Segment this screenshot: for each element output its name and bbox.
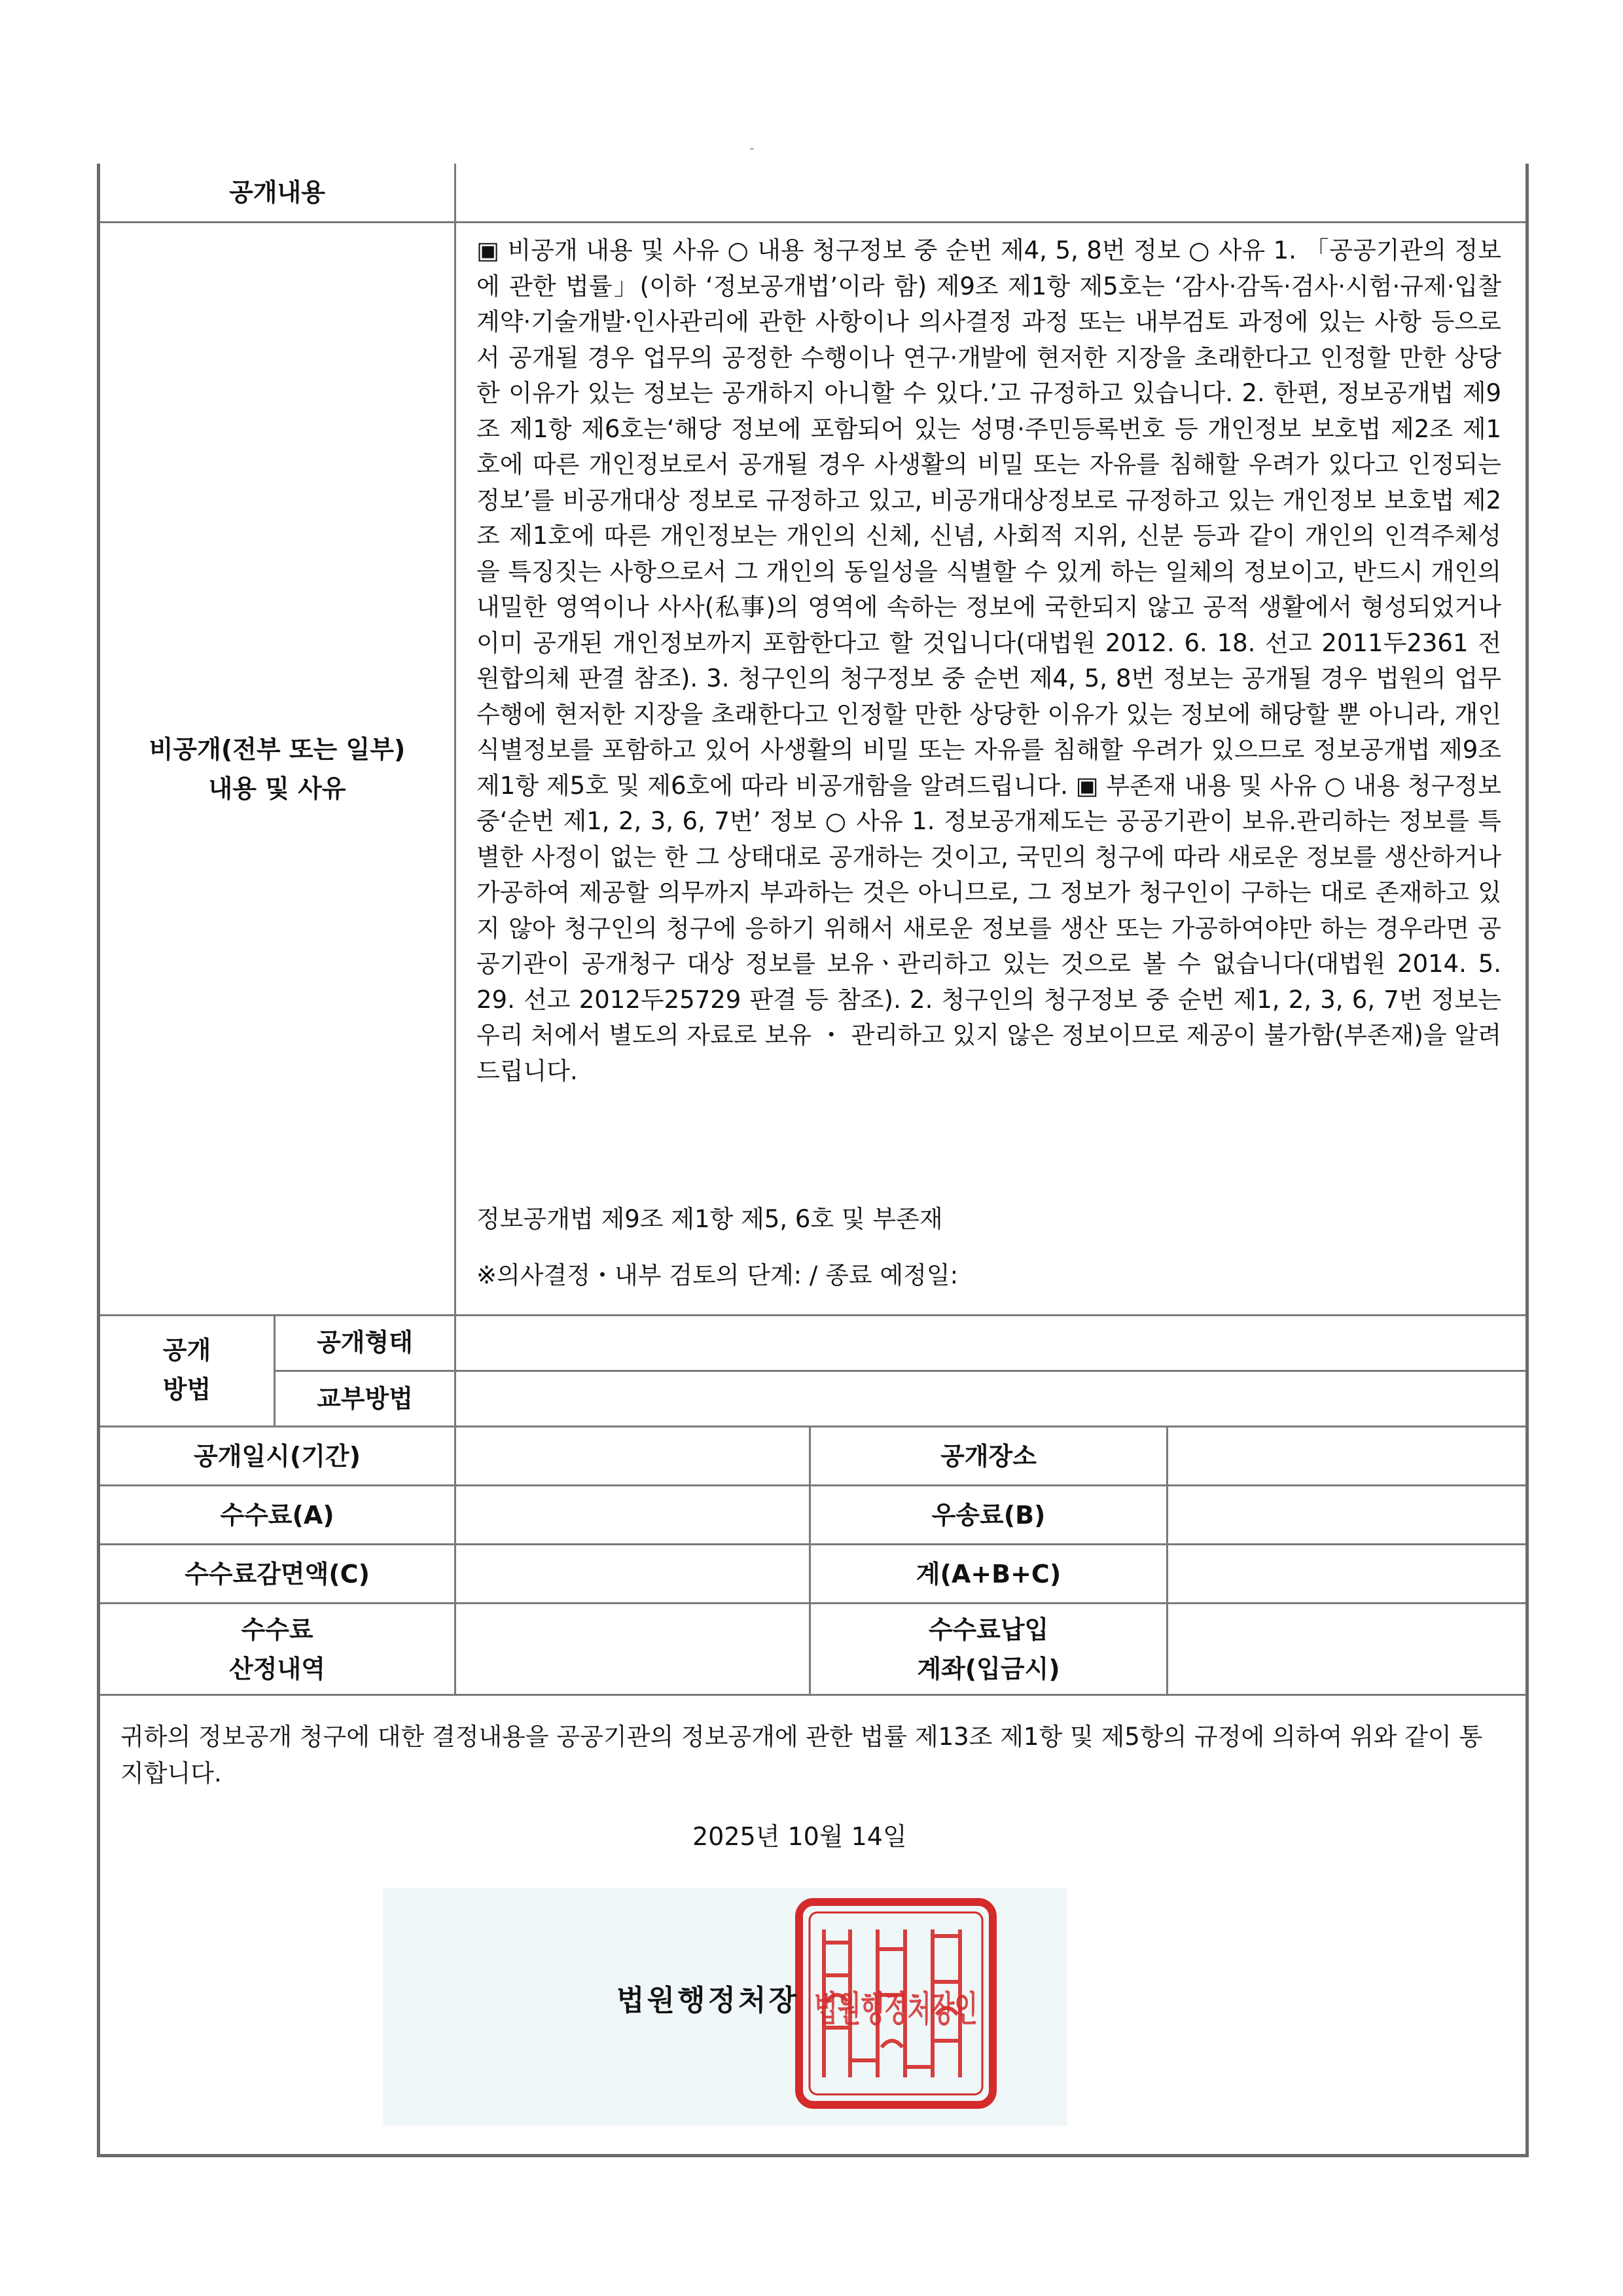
delivery-method-label: 교부방법 [317, 1384, 413, 1413]
nondisclosure-label-line2: 내용 및 사유 [208, 774, 346, 803]
total-label: 계(A+B+C) [916, 1559, 1061, 1588]
content-label: 공개내용 [229, 178, 325, 207]
nondisclosure-label [100, 223, 454, 1314]
fee-reduction-label: 수수료감면액(C) [185, 1559, 370, 1588]
top-mark [750, 148, 754, 150]
disclosure-form-label: 공개형태 [317, 1327, 413, 1357]
col-divider [1166, 1426, 1168, 1694]
nondisclosure-label-line1: 비공개(전부 또는 일부) [149, 734, 406, 764]
payment-account-label: 수수료납입 계좌(입금시) [917, 1615, 1060, 1683]
notice-date: 2025년 10월 14일 [692, 1822, 907, 1851]
postage-label: 우송료(B) [931, 1500, 1046, 1530]
col-divider [454, 164, 456, 1694]
place-label: 공개장소 [940, 1441, 1037, 1471]
notification-text: 귀하의 정보공개 청구에 대한 결정내용을 공공기관의 정보공개에 관한 법률 제13조 제1항 및 제5항의 규정에 의하여 위와 같이 통지합니다. [120, 1723, 1483, 1787]
svg-text:법원행정처장인: 법원행정처장인 [814, 1988, 978, 2030]
nondisclosure-reason-text: ▣ 비공개 내용 및 사유 ○ 내용 청구정보 중 순번 제4, 5, 8번 정보 ○ 사유 1. 「공공기관의 정보에 관한 법률」(이하 ‘정보공개법’이라 함) 제9조 제1항 제5호는 ‘감사·감독·검사·시험·규제·입찰계약·기술개발·인사관리에 관한 사항이나 의사결정 과정 또는 내부검토 과정에 있는 사항 등으로서 공개될 경우 업무의 공정한 수행이나 연구·개발에 현저한 지장을 초래한다고 인정할 만한 상당한 이유가 있는 정보는 공개하지 아니할 수 있다.’고 규정하고 있습니다. 2. 한편, 정보공개법 제9조 제1항 제6호는‘해당 정보에 포함되어 있는 성명·주민등록번호 등 개인정보 보호법 제2조 제1호에 따른 개인정보로서 공개될 경우 사생활의 비밀 또는 자유를 침해할 우려가 있다고 인정되는 정보’를 비공개대상 정보로 규정하고 있고, 비공개대상정보로 규정하고 있는 개인정보 보호법 제2조 제1호에 따른 개인정보는 개인의 신체, 신념, 사회적 지위, 신분 등과 같이 개인의 인격주체성을 특징짓는 사항으로서 그 개인의 동일성을 식별할 수 있게 하는 일체의 정보이고, 반드시 개인의 내밀한 영역이나 사사(私事)의 영역에 속하는 정보에 국한되지 않고 공적 생활에서 형성되었거나 이미 공개된 개인정보까지 포함한다고 할 것입니다(대법원 2012. 6. 18. 선고 2011두2361 전원합의체 판결 참조). 3. 청구인의 청구정보 중 순번 제4, 5, 8번 정보는 공개될 경우 법원의 업무수행에 현저한 지장을 초래한다고 인정할 만한 상당한 이유가 있는 정보에 해당할 뿐 아니라, 개인식별정보를 포함하고 있어 사생활의 비밀 또는 자유를 침해할 우려가 있으므로 정보공개법 제9조 제1항 제5호 및 제6호에 따라 비공개함을 알려드립니다. ▣ 부존재 내용 및 사유 ○ 내용 청구정보 중‘순번 제1, 2, 3, 6, 7번’ 정보 ○ 사유 1. 정보공개제도는 공공기관이 보유.관리하는 정보를 특별한 사정이 없는 한 그 상태대로 공개하는 것이고, 국민의 청구에 따라 새로운 정보를 생산하거나 가공하여 제공할 의무까지 부과하는 것은 아니므로, 그 정보가 청구인이 구하는 대로 존재하고 있지 않아 청구인의 청구에 응하기 위해서 새로운 정보를 생산 또는 가공하여야만 하는 경우라면 공공기관이 공개청구 대상 정보를 보유ㆍ관리하고 있는 것으로 볼 수 없습니다(대법원 2014. 5. 29. 선고 2012두25729 판결 등 참조). 2. 청구인의 청구정보 중 순번 제1, 2, 3, 6, 7번 정보는 우리 처에서 별도의 자료로 보유 ・ 관리하고 있지 않은 정보이므로 제공이 불가함(부존재)을 알려드립니다. [476, 236, 1501, 1085]
fee-label: 수수료(A) [220, 1500, 334, 1530]
official-seal [794, 1897, 998, 2110]
fee-calculation-label: 수수료 산정내역 [229, 1615, 325, 1683]
row-divider [100, 1694, 1525, 1696]
issuing-authority: 법원행정처장 [616, 1984, 800, 2017]
row-divider [275, 1370, 1525, 1372]
legal-basis-text: 정보공개법 제9조 제1항 제5, 6호 및 부존재 [476, 1205, 943, 1233]
method-label: 공개 방법 [162, 1336, 211, 1404]
decision-stage-note: ※의사결정・내부 검토의 단계: / 종료 예정일: [476, 1261, 959, 1289]
period-label: 공개일시(기간) [194, 1441, 361, 1471]
